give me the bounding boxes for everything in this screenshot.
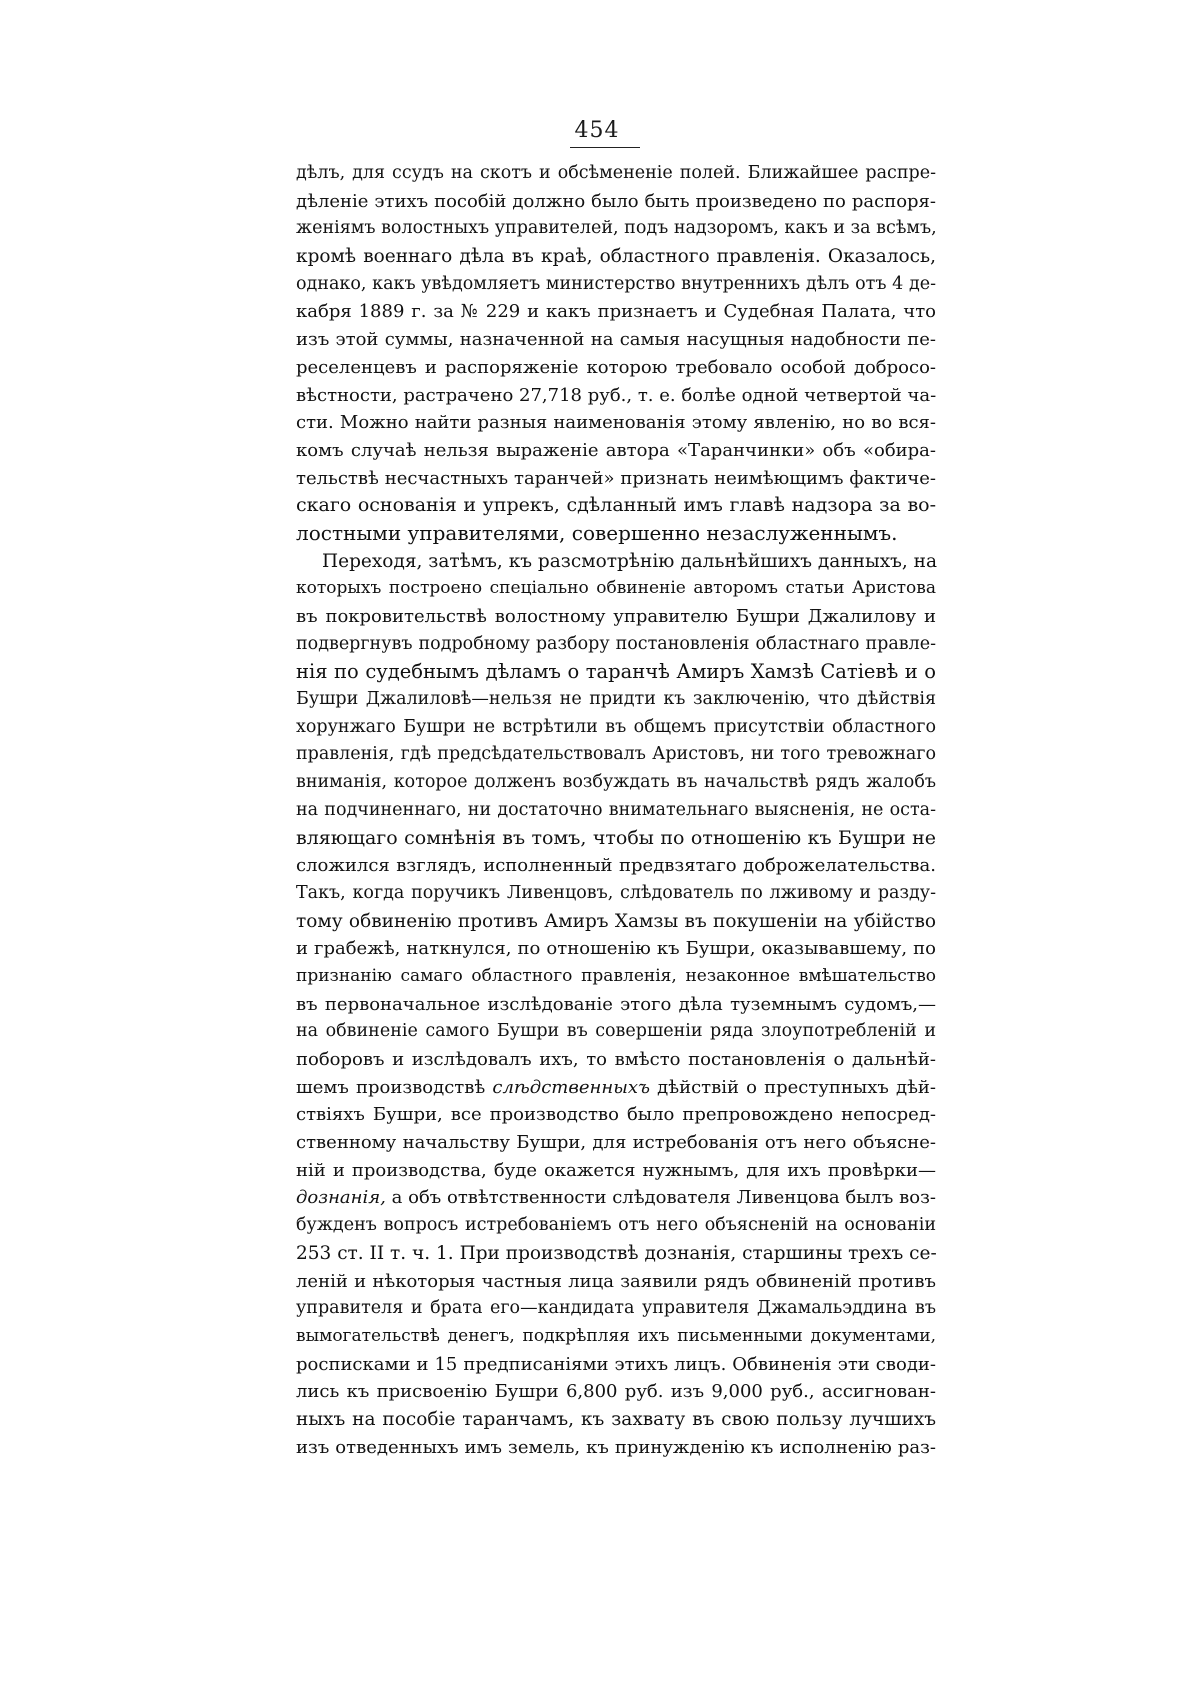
page-number-rule — [570, 147, 640, 148]
text-line: подвергнувъ подробному разбору постановленія областнаго правле- — [296, 633, 936, 654]
text-line: ственному начальству Бушри, для истребованія отъ него объясне- — [296, 1132, 936, 1154]
text-line: тому обвиненію противъ Амиръ Хамзы въ покушеніи на убійство — [296, 910, 936, 932]
text-line: лись къ присвоенію Бушри 6,800 руб. изъ 9,000 руб., ассигнован- — [296, 1381, 936, 1403]
text-line: однако, какъ увѣдомляетъ министерство внутреннихъ дѣлъ отъ 4 де- — [296, 273, 936, 294]
page-number: 454 — [574, 118, 620, 143]
text-line: Переходя, затѣмъ, къ разсмотрѣнію дальнѣйшихъ данныхъ, на — [322, 550, 938, 572]
text-line: которыхъ построено спеціально обвиненіе авторомъ статьи Аристова — [296, 578, 936, 599]
text-line: ній и производства, буде окажется нужнымъ, для ихъ провѣрки— — [296, 1159, 936, 1181]
text-line: леній и нѣкоторыя частныя лица заявили рядъ обвиненій противъ — [296, 1270, 936, 1292]
italic-emphasis: дознанія, — [296, 1187, 386, 1209]
text-line: тельствѣ несчастныхъ таранчей» признать неимѣющимъ фактиче- — [296, 467, 936, 489]
text-segment: а объ отвѣтственности слѣдователя Ливенцова былъ воз- — [385, 1187, 936, 1209]
text-line: вымогательствѣ денегъ, подкрѣпляя ихъ письменными документами, — [296, 1325, 936, 1346]
text-line: кромѣ военнаго дѣла въ краѣ, областного правленія. Оказалось, — [296, 246, 936, 268]
text-line: Такъ, когда поручикъ Ливенцовъ, слѣдователь по лживому и разду- — [296, 882, 936, 903]
text-line: сложился взглядъ, исполненный предвзятаго доброжелательства. — [296, 855, 936, 877]
text-line: въ покровительствѣ волостному управителю Бушри Джалилову и — [296, 606, 936, 627]
text-line: на подчиненнаго, ни достаточно внимательнаго выясненія, не оста- — [296, 799, 936, 820]
text-line: дѣлъ, для ссудъ на скотъ и обсѣмененіе полей. Ближайшее распре- — [296, 163, 936, 183]
text-line — [296, 1074, 936, 1102]
text-segment: дѣйствій о преступныхъ дѣй- — [650, 1076, 936, 1098]
text-line: вляющаго сомнѣнія въ томъ, чтобы по отношенію къ Бушри не — [296, 826, 936, 849]
text-line: реселенцевъ и распоряженіе которою требовало особой добросо- — [296, 356, 936, 378]
body-text — [296, 160, 936, 1461]
text-line: управителя и брата его—кандидата управителя Джамальэддина въ — [296, 1298, 936, 1319]
text-line: признанію самаго областного правленія, незаконное вмѣшательство — [296, 965, 936, 986]
text-line — [296, 1184, 936, 1212]
text-line: правленія, гдѣ предсѣдательствовалъ Аристовъ, ни того тревожнаго — [296, 744, 936, 765]
text-line: на обвиненіе самого Бушри въ совершеніи ряда злоупотребленій и — [296, 1021, 936, 1042]
text-line: въ первоначальное изслѣдованіе этого дѣла туземнымъ судомъ,— — [296, 993, 936, 1015]
text-line: ныхъ на пособіе таранчамъ, къ захвату въ свою пользу лучшихъ — [296, 1408, 936, 1430]
text-line: лостными управителями, совершенно незаслуженнымъ. — [296, 520, 898, 545]
text-line: женіямъ волостныхъ управителей, подъ надзоромъ, какъ и за всѣмъ, — [296, 218, 937, 239]
text-line: изъ отведенныхъ имъ земель, къ принужденію къ исполненію раз- — [296, 1436, 936, 1458]
text-segment: шемъ производствѣ — [296, 1076, 493, 1098]
text-line: скаго основанія и упрекъ, сдѣланный имъ главѣ надзора за во- — [296, 494, 936, 517]
text-line: изъ этой суммы, назначенной на самыя насущныя надобности пе- — [296, 329, 936, 351]
text-line: бужденъ вопросъ истребованіемъ отъ него объясненій на основаніи — [296, 1215, 936, 1236]
text-line: и грабежѣ, наткнулся, по отношенію къ Бушри, оказывавшему, по — [296, 938, 936, 960]
text-line: вѣстности, растрачено 27,718 руб., т. е. болѣе одной четвертой ча- — [296, 384, 937, 406]
text-line: нія по судебнымъ дѣламъ о таранчѣ Амиръ Хамзѣ Сатіевѣ и о — [296, 660, 936, 684]
text-line: 253 ст. II т. ч. 1. При производствѣ дознанія, старшины трехъ се- — [296, 1242, 937, 1264]
text-line: ствіяхъ Бушри, все производство было препровождено непосред- — [296, 1104, 936, 1126]
text-line: поборовъ и изслѣдовалъ ихъ, то вмѣсто постановленія о дальнѣй- — [296, 1049, 936, 1070]
text-line: сти. Можно найти разныя наименованія этому явленію, но во вся- — [296, 412, 936, 434]
text-line: росписками и 15 предписаніями этихъ лицъ. Обвиненія эти своди- — [296, 1353, 936, 1375]
text-line: хорунжаго Бушри не встрѣтили въ общемъ присутствіи областного — [296, 716, 936, 737]
text-line: дѣленіе этихъ пособій должно было быть произведено по распоря- — [296, 190, 936, 212]
italic-emphasis: слѣдственныхъ — [492, 1076, 651, 1098]
text-line: комъ случаѣ нельзя выраженіе автора «Таранчинки» объ «обира- — [296, 439, 936, 461]
text-line: Бушри Джалиловѣ—нельзя не придти къ заключенію, что дѣйствія — [296, 689, 936, 710]
text-line: кабря 1889 г. за № 229 и какъ признаетъ и Судебная Палата, что — [296, 301, 936, 323]
text-line: вниманія, которое долженъ возбуждать въ начальствѣ рядъ жалобъ — [296, 772, 936, 793]
